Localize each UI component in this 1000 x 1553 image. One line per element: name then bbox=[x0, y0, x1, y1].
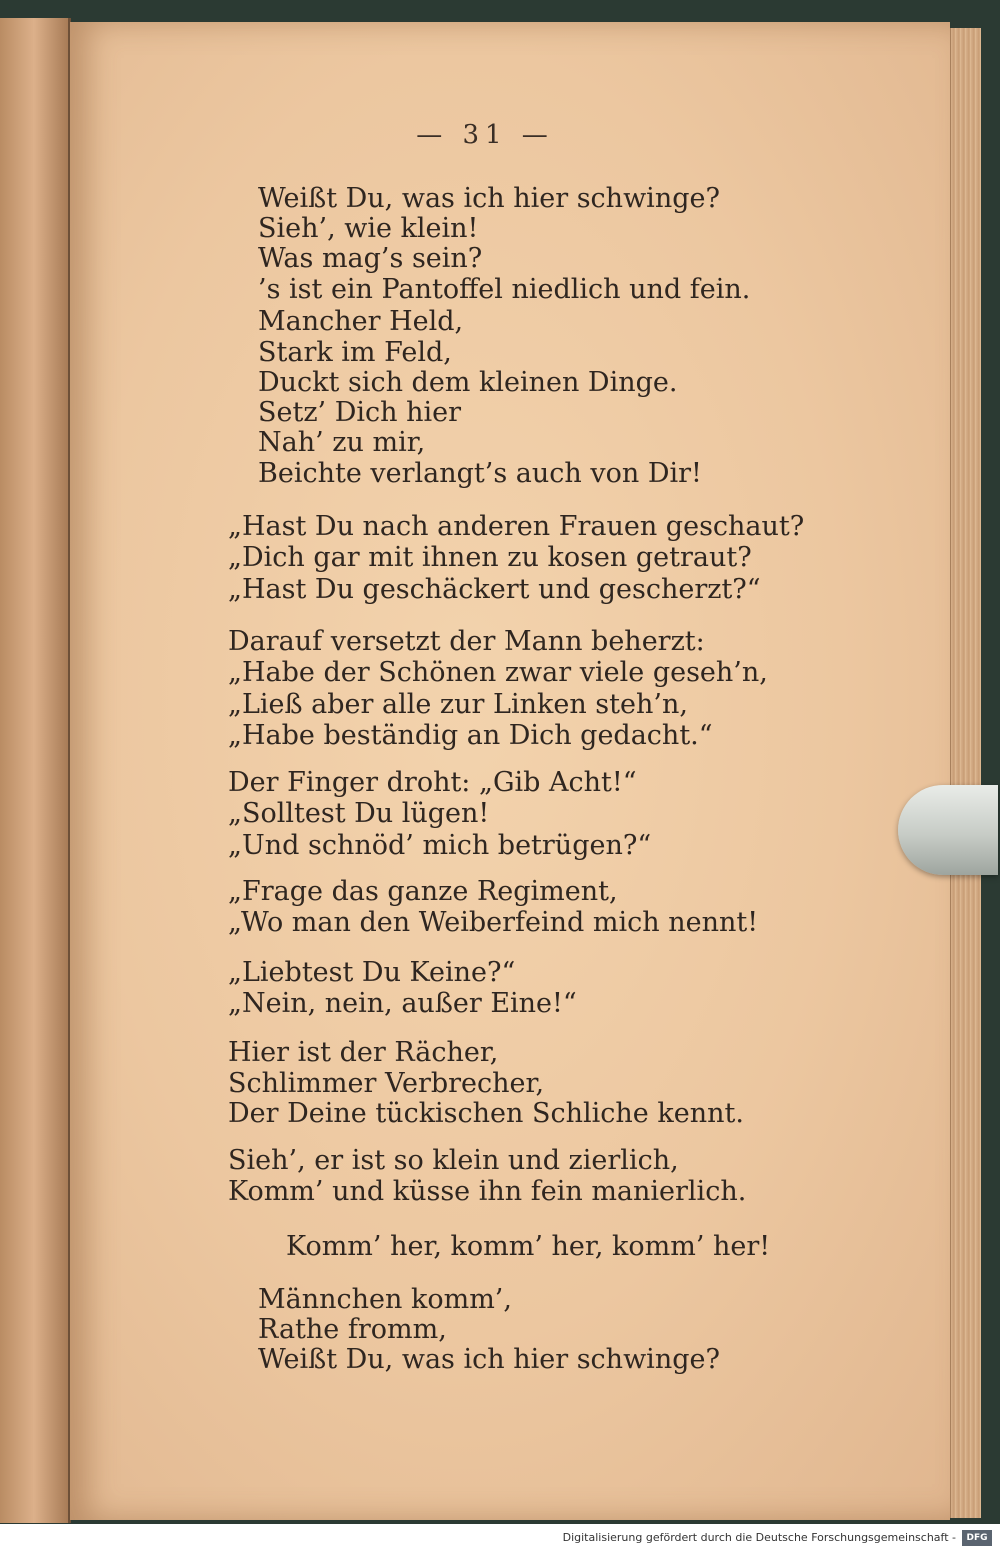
page-clip bbox=[898, 785, 998, 875]
poem-line: Komm’ und küsse ihn fein manierlich. bbox=[228, 1176, 747, 1207]
poem-line: Setz’ Dich hier bbox=[258, 397, 462, 428]
poem-line: Weißt Du, was ich hier schwinge? bbox=[258, 1344, 720, 1375]
poem-line: Stark im Feld, bbox=[258, 337, 452, 368]
poem-line: Schlimmer Verbrecher, bbox=[228, 1068, 545, 1099]
poem-line: Sieh’, wie klein! bbox=[258, 213, 479, 244]
poem-line: „Solltest Du lügen! bbox=[228, 798, 490, 829]
poem-line: „Nein, nein, außer Eine!“ bbox=[228, 988, 577, 1019]
poem-line: „Frage das ganze Regiment, bbox=[228, 876, 618, 907]
poem-line: „Liebtest Du Keine?“ bbox=[228, 957, 516, 988]
poem-line: „Habe der Schönen zwar viele geseh’n, bbox=[228, 657, 768, 688]
poem-line: Hier ist der Rächer, bbox=[228, 1037, 499, 1068]
poem-line: Der Deine tückischen Schliche kennt. bbox=[228, 1098, 744, 1129]
poem-line: Rathe fromm, bbox=[258, 1314, 447, 1345]
poem-line: Weißt Du, was ich hier schwinge? bbox=[258, 183, 720, 214]
poem-line: Mancher Held, bbox=[258, 306, 464, 337]
footer-credit: Digitalisierung gefördert durch die Deutsche Forschungsgemeinschaft - bbox=[562, 1531, 956, 1544]
poem-line: Nah’ zu mir, bbox=[258, 427, 426, 458]
poem-line: „Wo man den Weiberfeind mich nennt! bbox=[228, 907, 759, 938]
poem-line: Was mag’s sein? bbox=[258, 243, 483, 274]
poem-line: „Und schnöd’ mich betrügen?“ bbox=[228, 830, 652, 861]
left-page-edge bbox=[0, 18, 71, 1523]
poem-line: Duckt sich dem kleinen Dinge. bbox=[258, 367, 678, 398]
dfg-logo: DFG bbox=[962, 1530, 992, 1546]
poem-line: „Dich gar mit ihnen zu kosen getraut? bbox=[228, 542, 752, 573]
footer-bar bbox=[0, 1524, 1000, 1553]
poem-line: Der Finger droht: „Gib Acht!“ bbox=[228, 767, 637, 798]
page-stack-edge bbox=[950, 28, 981, 1518]
poem-line: „Hast Du geschäckert und gescherzt?“ bbox=[228, 574, 761, 605]
page-number: — 31 — bbox=[416, 120, 554, 150]
poem-line: ’s ist ein Pantoffel niedlich und fein. bbox=[258, 274, 751, 305]
poem-line: „Ließ aber alle zur Linken steh’n, bbox=[228, 689, 688, 720]
poem-line: Darauf versetzt der Mann beherzt: bbox=[228, 626, 705, 657]
poem-line: „Habe beständig an Dich gedacht.“ bbox=[228, 720, 713, 751]
poem-line: Sieh’, er ist so klein und zierlich, bbox=[228, 1145, 679, 1176]
poem-refrain: Komm’ her, komm’ her, komm’ her! bbox=[286, 1231, 771, 1262]
poem-line: „Hast Du nach anderen Frauen geschaut? bbox=[228, 511, 805, 542]
poem-line: Männchen komm’, bbox=[258, 1284, 512, 1315]
poem-line: Beichte verlangt’s auch von Dir! bbox=[258, 458, 702, 489]
